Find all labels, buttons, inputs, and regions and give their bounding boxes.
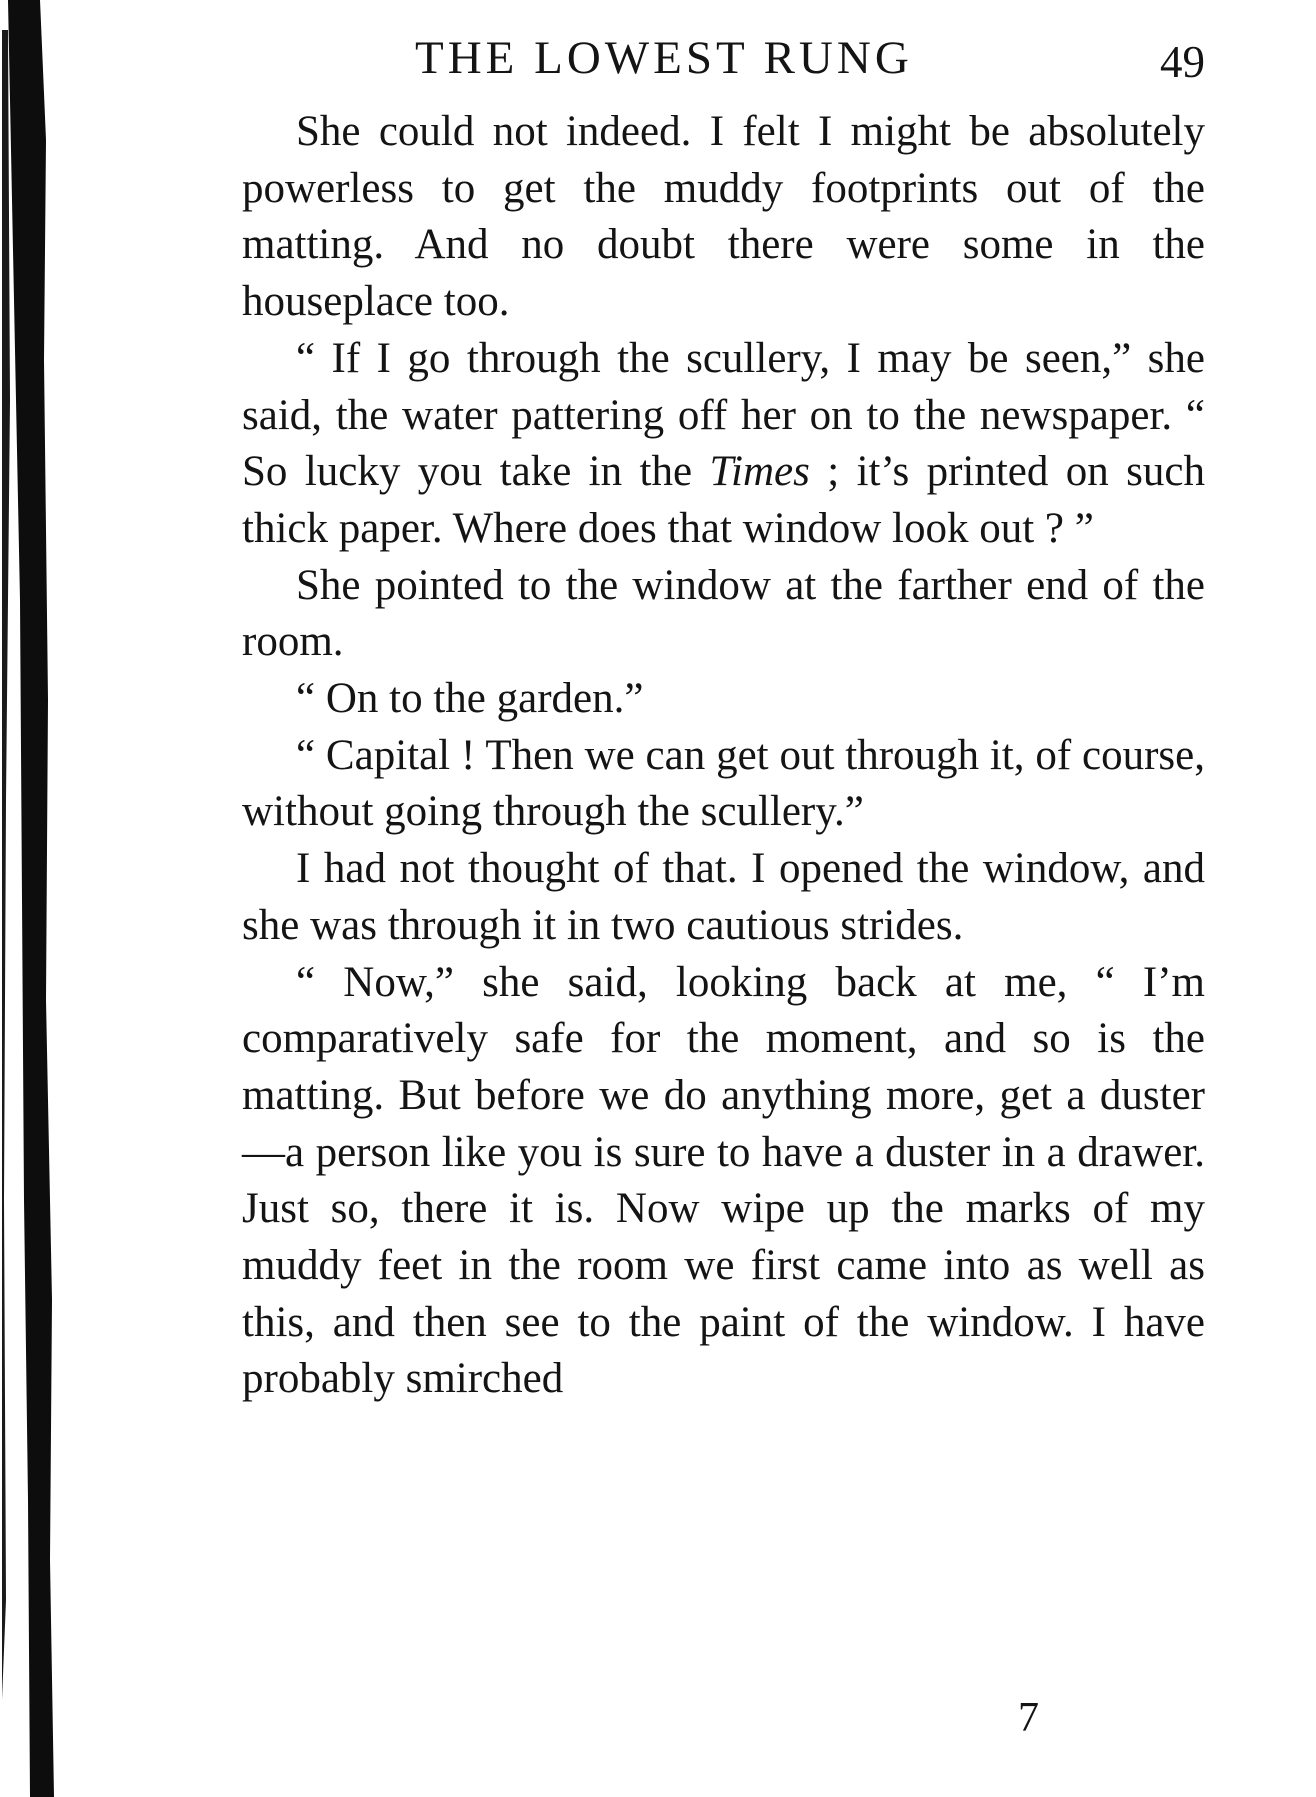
- text-run: I had not thought of that. I opened the window, and she was through it in two cautious strides.: [242, 845, 1205, 949]
- text-run: “ Capital ! Then we can get out through it, of course, without going through the scullery.”: [242, 731, 1205, 836]
- body-text: [242, 104, 1205, 1408]
- paragraph: [242, 104, 1205, 331]
- binding-shadow: [0, 0, 60, 1797]
- page-number: 49: [1160, 37, 1205, 87]
- text-run: “ If I go through the scullery, I may be seen,” she said, the water pattering off her on to the newspaper. “ So lucky you take in the: [242, 334, 1205, 496]
- running-header: [415, 28, 1205, 88]
- italic-text: Times: [709, 448, 810, 496]
- text-run: She pointed to the window at the farther end of the room.: [242, 561, 1205, 666]
- text-run: She could not indeed. I felt I might be absolutely powerless to get the muddy footprints out of the matting. And no doubt there were some in the houseplace too.: [242, 108, 1205, 326]
- paragraph: [242, 331, 1205, 558]
- paragraph: [242, 955, 1205, 1409]
- text-run: ; it’s printed on such thick paper. Where does that window look out ? ”: [242, 448, 1205, 552]
- text-run: “ Now,” she said, looking back at me, “ I’m comparatively safe for the moment, and so is the matting. But before we do anything more, get a duster—a person like you is sure to have a duster in a drawer. Just so, there it is. Now wipe up the marks of my muddy feet in the room we first came into as well as this, and then see to the paint of the window. I have probably smirched: [242, 958, 1205, 1403]
- signature-mark: 7: [1018, 1695, 1039, 1741]
- running-title: THE LOWEST RUNG: [415, 32, 913, 84]
- paragraph: [242, 558, 1205, 671]
- text-run: “ On to the garden.”: [296, 675, 644, 723]
- paragraph: [242, 728, 1205, 841]
- paragraph: [242, 671, 1205, 728]
- paragraph: [242, 841, 1205, 954]
